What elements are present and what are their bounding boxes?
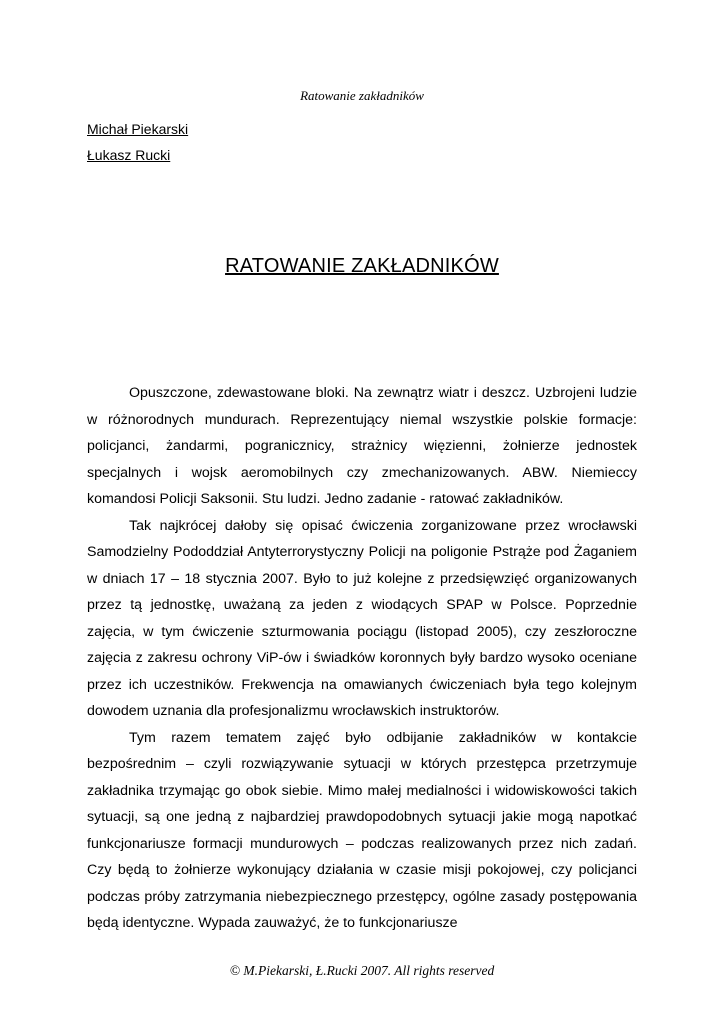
- document-title: RATOWANIE ZAKŁADNIKÓW: [225, 255, 499, 277]
- body-text: [87, 380, 637, 937]
- author-name: Michał Piekarski: [87, 121, 189, 137]
- author-name: Łukasz Rucki: [87, 147, 171, 163]
- running-header: Ratowanie zakładników: [300, 88, 424, 103]
- paragraph: Opuszczone, zdewastowane bloki. Na zewnątrz wiatr i deszcz. Uzbrojeni ludzie w różnorodnych mundurach. Reprezentujący niemal wszystkie polskie formacje: policjanci, żandarmi, pogranicznicy, strażnicy więzienni, żołnierze jednostek specjalnych i wojsk aeromobilnych czy zmechanizowanych. ABW. Niemieccy komandosi Policji Saksonii. Stu ludzi. Jedno zadanie - ratować zakładników.: [87, 385, 637, 507]
- paragraph: Tak najkrócej dałoby się opisać ćwiczenia zorganizowane przez wrocławski Samodzielny Pododdział Antyterrorystyczny Policji na poligonie Pstrąże pod Żaganiem w dniach 17 – 18 stycznia 2007. Było to już kolejne z przedsięwzięć organizowanych przez tą jednostkę, uważaną za jeden z wiodących SPAP w Polsce. Poprzednie zajęcia, w tym ćwiczenie szturmowania pociągu (listopad 2005), czy zeszłoroczne zajęcia z zakresu ochrony ViP-ów i świadków koronnych były bardzo wysoko oceniane przez ich uczestników. Frekwencja na omawianych ćwiczeniach była tego kolejnym dowodem uznania dla profesjonalizmu wrocławskich instruktorów.: [87, 517, 637, 719]
- paragraph: Tym razem tematem zajęć było odbijanie zakładników w kontakcie bezpośrednim – czyli rozwiązywanie sytuacji w których przestępca przetrzymuje zakładnika trzymając go obok siebie. Mimo małej medialności i widowiskowości takich sytuacji, są one jedną z najbardziej prawdopodobnych sytuacji jakie mogą napotkać funkcjonariusze formacji mundurowych – podczas realizowanych przez nich zadań. Czy będą to żołnierze wykonujący działania w czasie misji pokojowej, czy policjanci podczas próby zatrzymania niebezpiecznego przestępcy, ogólne zasady postępowania będą identyczne. Wypada zauważyć, że to funkcjonariusze: [87, 729, 637, 931]
- copyright-footer: © M.Piekarski, Ł.Rucki 2007. All rights reserved: [229, 963, 495, 978]
